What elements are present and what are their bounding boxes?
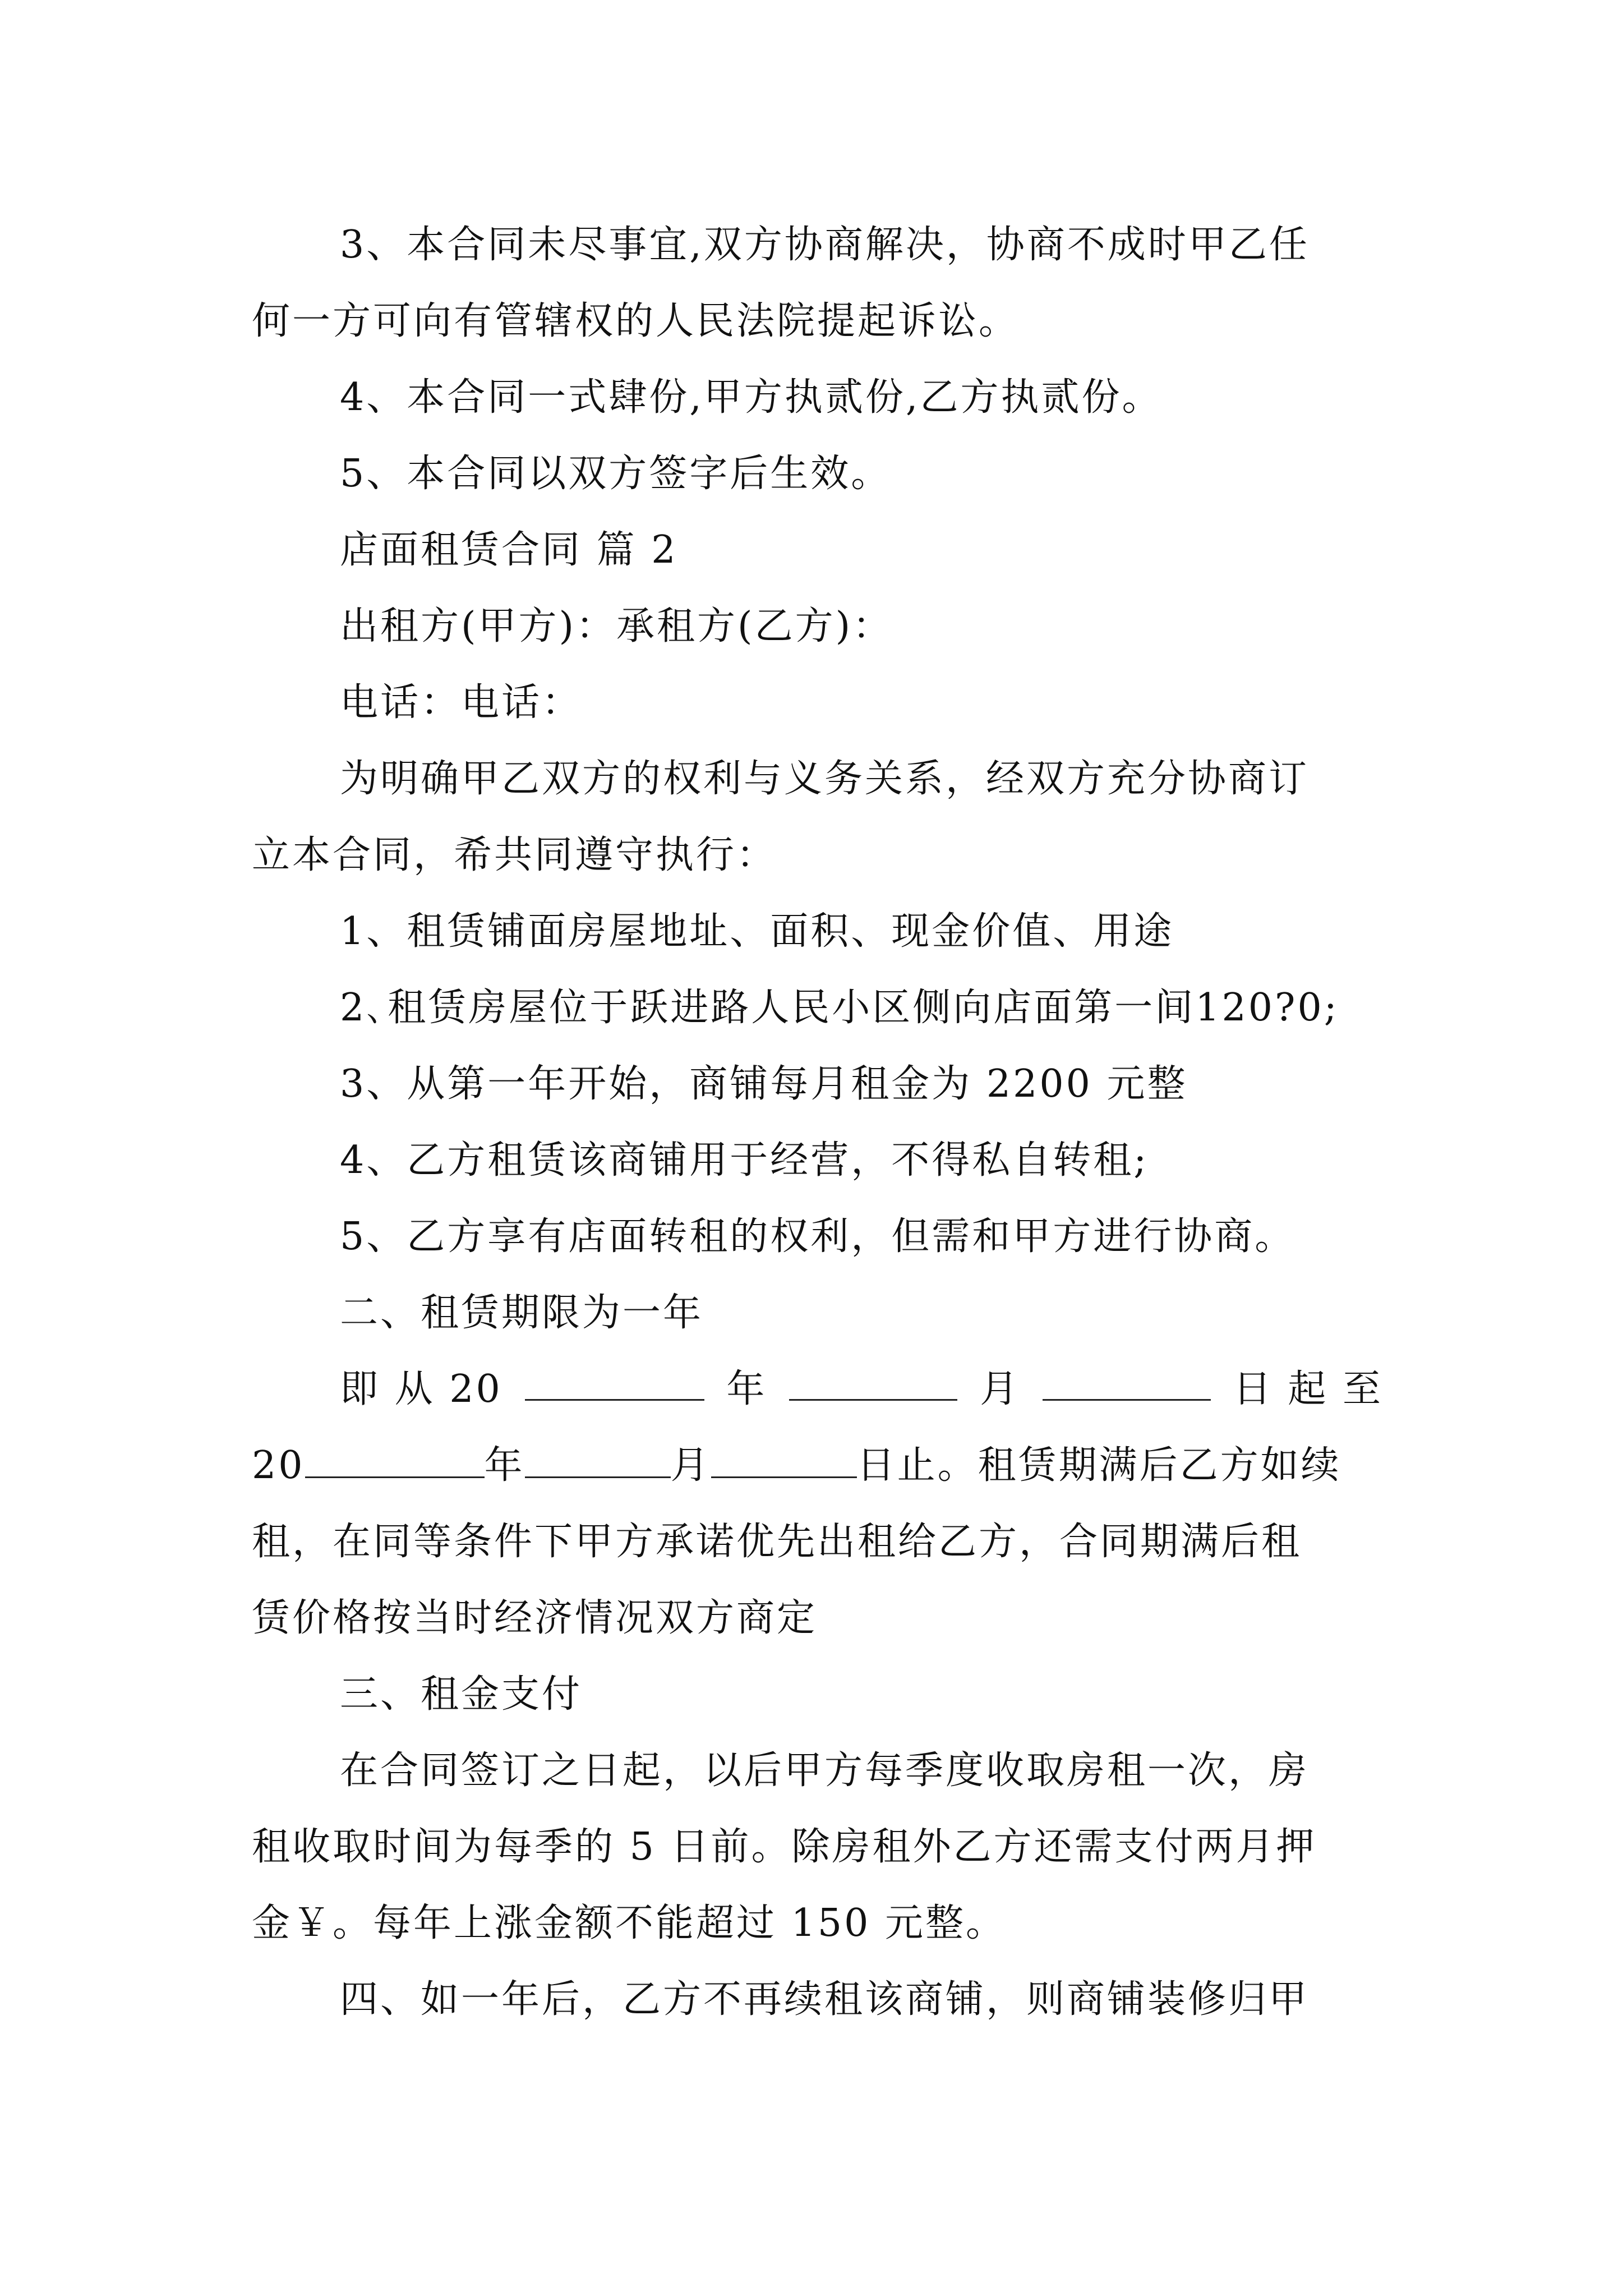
term-line xyxy=(340,1364,1383,1415)
paragraph-4-article: 4、本合同一式肆份,甲方执贰份,乙方执贰份。 xyxy=(340,375,1163,420)
section-title: 店面租赁合同 篇 2 xyxy=(340,528,678,572)
section-2-title: 二、租赁期限为一年 xyxy=(340,1291,704,1335)
month-blank-2 xyxy=(525,1442,671,1478)
payment-paragraph-end: 金￥。每年上涨金额不能超过 150 元整。 xyxy=(252,1901,1007,1945)
payment-paragraph-cont: 租收取时间为每季的 5 日前。除房租外乙方还需支付两月押 xyxy=(252,1825,1317,1869)
term2-month: 月 xyxy=(670,1443,711,1488)
clause-1: 1、租赁铺面房屋地址、面积、现金价值、用途 xyxy=(340,909,1174,954)
year-blank xyxy=(525,1364,704,1401)
clause-2: 2､租赁房屋位于跃进路人民小区侧向店面第一间120?0; xyxy=(340,986,1339,1030)
paragraph-3-article: 3、本合同未尽事宜,双方协商解决，协商不成时甲乙任 xyxy=(340,223,1310,267)
section-4-paragraph: 四、如一年后，乙方不再续租该商铺，则商铺装修归甲 xyxy=(340,1977,1310,2022)
term-month: 月 xyxy=(980,1367,1021,1411)
term-day-start: 日 起 至 xyxy=(1233,1367,1383,1411)
term2-year: 年 xyxy=(484,1443,525,1488)
intro-paragraph-cont: 立本合同，希共同遵守执行： xyxy=(252,833,777,877)
party-line: 出租方(甲方)：承租方(乙方)： xyxy=(340,604,893,648)
term2-suffix: 日止。租赁期满后乙方如续 xyxy=(856,1443,1341,1488)
day-blank xyxy=(1043,1364,1211,1401)
section-3-title: 三、租金支付 xyxy=(340,1672,583,1717)
paragraph-3-article-cont: 何一方可向有管辖权的人民法院提起诉讼。 xyxy=(252,299,1020,343)
month-blank xyxy=(789,1364,957,1401)
intro-paragraph: 为明确甲乙双方的权利与义务关系，经双方充分协商订 xyxy=(340,757,1310,801)
term2-prefix: 20 xyxy=(252,1443,305,1488)
renewal-paragraph: 租，在同等条件下甲方承诺优先出租给乙方，合同期满后租 xyxy=(252,1520,1302,1564)
term-prefix: 即 从 20 xyxy=(340,1367,502,1411)
payment-paragraph: 在合同签订之日起，以后甲方每季度收取房租一次，房 xyxy=(340,1749,1310,1793)
clause-5: 5、乙方享有店面转租的权利，但需和甲方进行协商。 xyxy=(340,1214,1295,1259)
clause-3: 3、从第一年开始，商铺每月租金为 2200 元整 xyxy=(340,1062,1188,1106)
renewal-paragraph-cont: 赁价格按当时经济情况双方商定 xyxy=(252,1596,818,1640)
clause-4: 4、乙方租赁该商铺用于经营，不得私自转租; xyxy=(340,1138,1149,1182)
paragraph-5-article: 5、本合同以双方签字后生效。 xyxy=(340,452,892,496)
year-blank-2 xyxy=(305,1442,485,1478)
day-blank-2 xyxy=(711,1442,857,1478)
phone-line: 电话：电话： xyxy=(340,680,583,725)
term-line-2 xyxy=(252,1441,1385,1491)
term-year: 年 xyxy=(726,1367,767,1411)
